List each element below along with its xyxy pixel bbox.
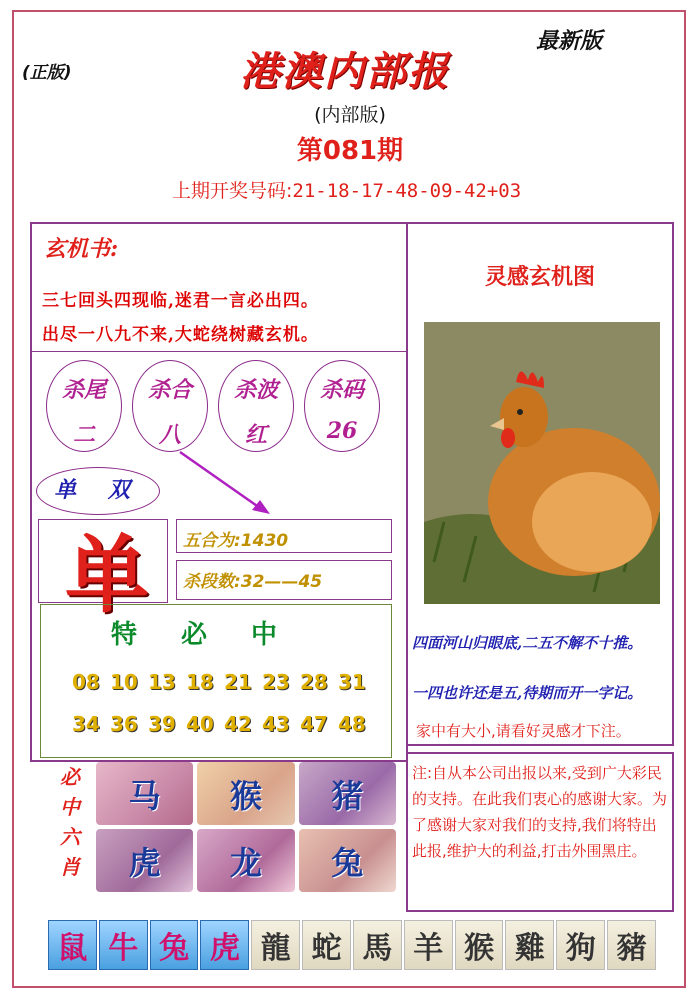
special-number: 34 — [72, 712, 100, 736]
pick-title: 杀码 — [319, 377, 364, 403]
special-number: 40 — [186, 712, 214, 736]
poem-note: 家中有大小,请看好灵感才下注。 — [416, 722, 631, 740]
poem-line-2: 一四也许还是五,待期而开一字记。 — [412, 684, 643, 702]
last-draw — [172, 176, 521, 203]
zodiac-side-char: 必 — [60, 765, 80, 789]
pick-kill-combo — [132, 360, 208, 452]
special-number: 21 — [224, 670, 252, 694]
five-combo: 五合为:1430 — [183, 531, 289, 551]
bottom-zodiac-cell: 鼠 — [48, 920, 97, 970]
special-number: 31 — [338, 670, 366, 694]
pick-value: 二 — [72, 422, 95, 448]
zodiac-side-char: 肖 — [60, 855, 80, 879]
poem-line-1: 四面河山归眼底,二五不解不十推。 — [412, 634, 643, 652]
subtitle: (内部版) — [314, 104, 386, 126]
big-pick: 单 — [65, 525, 150, 624]
edition-right: 最新版 — [536, 29, 603, 54]
pick-kill-tail — [46, 360, 122, 452]
special-number: 47 — [300, 712, 328, 736]
special-number: 18 — [186, 670, 214, 694]
rooster-photo — [424, 322, 660, 604]
bottom-zodiac-cell: 雞 — [505, 920, 554, 970]
notice-text: 注:自从本公司出报以来,受到广大彩民的支持。在此我们衷心的感谢大家。为了感谢大家对我们的支持,我们将特出此报,维护大的利益,打击外围黑庄。 — [412, 764, 668, 860]
bottom-zodiac-cell: 兔 — [150, 920, 199, 970]
issue-number: 第081期 — [296, 136, 404, 166]
pick-value: 26 — [326, 418, 358, 444]
bottom-zodiac-cell: 馬 — [353, 920, 402, 970]
special-number: 36 — [110, 712, 138, 736]
special-number: 08 — [72, 670, 100, 694]
odd-even-oval: 单 双 — [36, 467, 160, 515]
special-number: 13 — [148, 670, 176, 694]
bottom-zodiac-cell: 牛 — [99, 920, 148, 970]
special-number: 43 — [262, 712, 290, 736]
zodiac-side-char: 六 — [60, 825, 80, 849]
verse-line-2: 出尽一八九不来,大蛇绕树藏玄机。 — [42, 325, 319, 345]
special-number: 39 — [148, 712, 176, 736]
zodiac-grid — [96, 762, 396, 892]
bottom-zodiac-cell: 狗 — [556, 920, 605, 970]
special-number: 42 — [224, 712, 252, 736]
special-heading: 特必中 — [110, 620, 321, 650]
bottom-zodiac-row — [48, 920, 656, 970]
special-number: 48 — [338, 712, 366, 736]
bottom-zodiac-cell: 龍 — [251, 920, 300, 970]
bottom-zodiac-cell: 虎 — [200, 920, 249, 970]
zodiac-cell: 虎 — [96, 829, 193, 892]
pick-value: 红 — [244, 422, 267, 448]
zodiac-cell: 兔 — [299, 829, 396, 892]
bottom-zodiac-cell: 猴 — [455, 920, 504, 970]
zodiac-side-label — [54, 762, 86, 882]
zodiac-cell: 龙 — [197, 829, 294, 892]
arrow-icon — [176, 448, 276, 520]
page-title: 港澳内部报 — [240, 48, 450, 95]
pick-title: 杀波 — [233, 377, 278, 403]
bottom-zodiac-cell: 羊 — [404, 920, 453, 970]
pick-kill-number — [304, 360, 380, 452]
five-combo-box — [176, 519, 392, 553]
special-number: 28 — [300, 670, 328, 694]
kill-range: 杀段数:32——45 — [183, 572, 323, 592]
zodiac-side-char: 中 — [60, 795, 80, 819]
rooster-icon — [424, 322, 660, 604]
pick-title: 杀尾 — [61, 377, 106, 403]
special-number: 10 — [110, 670, 138, 694]
edition-left: (正版) — [22, 63, 72, 83]
zodiac-cell: 猪 — [299, 762, 396, 825]
last-draw-numbers: 21-18-17-48-09-42+03 — [292, 180, 522, 202]
pick-value: 八 — [158, 422, 181, 448]
last-draw-label: 上期开奖号码: — [172, 180, 293, 202]
bottom-zodiac-cell: 蛇 — [302, 920, 351, 970]
verse-line-1: 三七回头四现临,迷君一言必出四。 — [42, 291, 319, 311]
kill-range-box — [176, 560, 392, 600]
special-number: 23 — [262, 670, 290, 694]
zodiac-cell: 马 — [96, 762, 193, 825]
big-pick-box — [38, 519, 168, 624]
bottom-zodiac-cell: 豬 — [607, 920, 656, 970]
pick-title: 杀合 — [147, 377, 192, 403]
verse-heading: 玄机书: — [44, 236, 119, 262]
pick-kill-color — [218, 360, 294, 452]
zodiac-cell: 猴 — [197, 762, 294, 825]
picture-title: 灵感玄机图 — [484, 264, 595, 290]
